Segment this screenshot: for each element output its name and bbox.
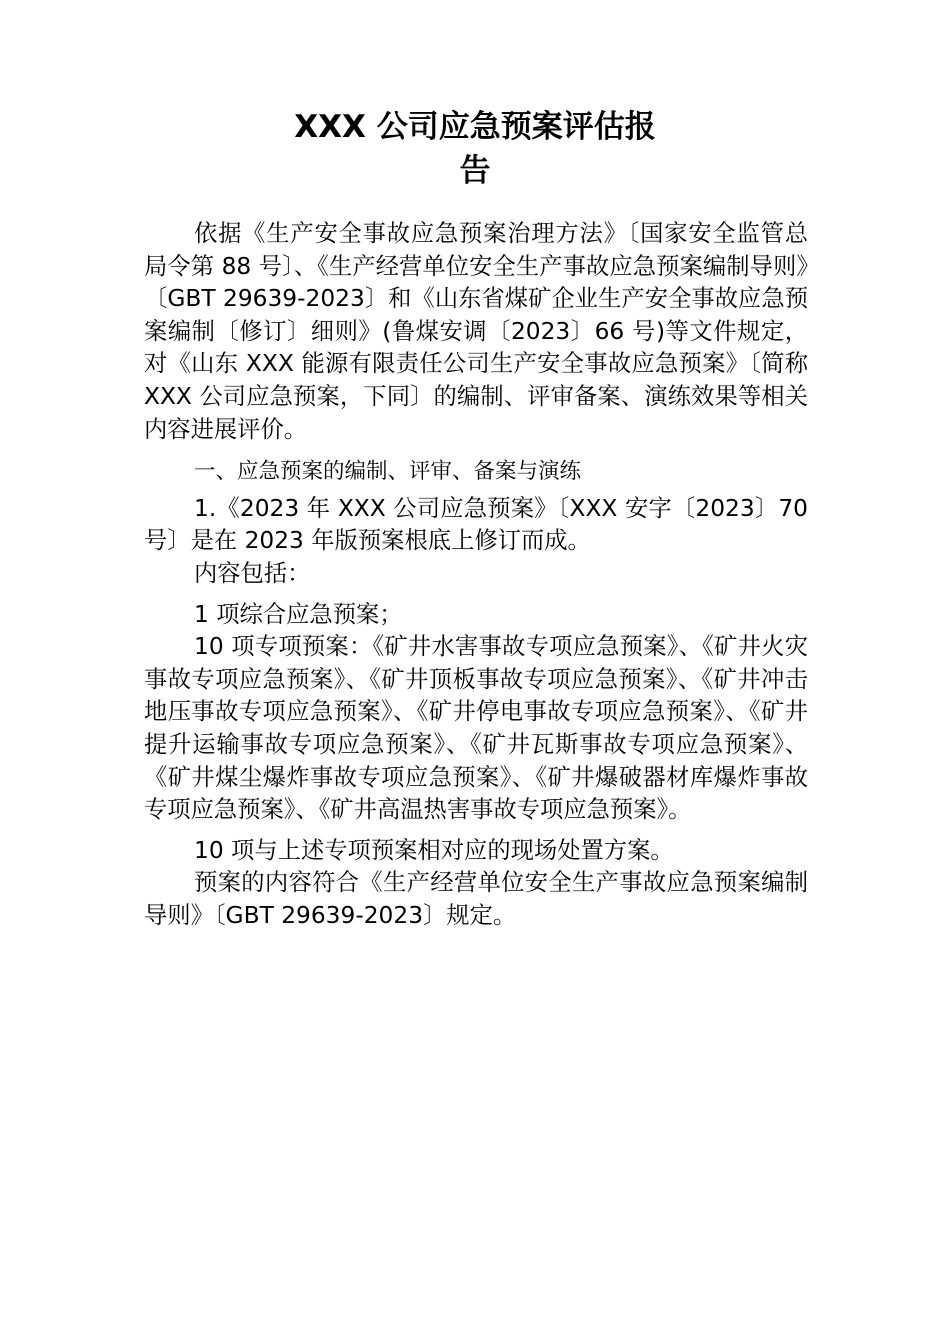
title-line-2: 告	[459, 152, 491, 189]
intro-paragraph: 依据《生产安全事故应急预案治理方法》〔国家安全监管总局令第 88 号〕、《生产经营单位安全生产事故应急预案编制导则》〔GBT 29639-2023〕和《山东省煤矿企业生产安全事故应急预案编制〔修订〕细则》(鲁煤安调〔2023〕66 号)等文件规定，对《山东 XXX 能源有限责任公司生产安全事故应急预案》〔简称 XXX 公司应急预案，下同〕的编制、评审备案、演练效果等相关内容进展评价。	[144, 220, 808, 443]
special-plans-paragraph: 10 项专项预案：《矿井水害事故专项应急预案》、《矿井火灾事故专项应急预案》、《矿井顶板事故专项应急预案》、《矿井冲击地压事故专项应急预案》、《矿井停电事故专项应急预案》、《矿井提升运输事故专项应急预案》、《矿井瓦斯事故专项应急预案》、《矿井煤尘爆炸事故专项应急预案》、《矿井爆破器材库爆炸事故专项应急预案》、《矿井高温热害事故专项应急预案》。	[144, 633, 808, 824]
section-heading-1: 一、应急预案的编制、评审、备案与演练	[194, 459, 582, 485]
title-line-1: XXX 公司应急预案评估报	[294, 108, 656, 145]
item-1-paragraph: 1.《2023 年 XXX 公司应急预案》〔XXX 安字〔2023〕70 号〕是在 2023 年版预案根底上修订而成。	[144, 494, 808, 555]
document-body	[144, 218, 808, 932]
conformity-paragraph: 预案的内容符合《生产经营单位安全生产事故应急预案编制导则》〔GBT 29639-2023〕规定。	[144, 869, 808, 929]
content-includes-paragraph: 内容包括：	[194, 559, 311, 587]
onsite-plans-paragraph: 10 项与上述专项预案相对应的现场处置方案。	[194, 836, 674, 864]
comprehensive-plan-paragraph: 1 项综合应急预案；	[194, 600, 403, 628]
document-title	[0, 105, 950, 193]
